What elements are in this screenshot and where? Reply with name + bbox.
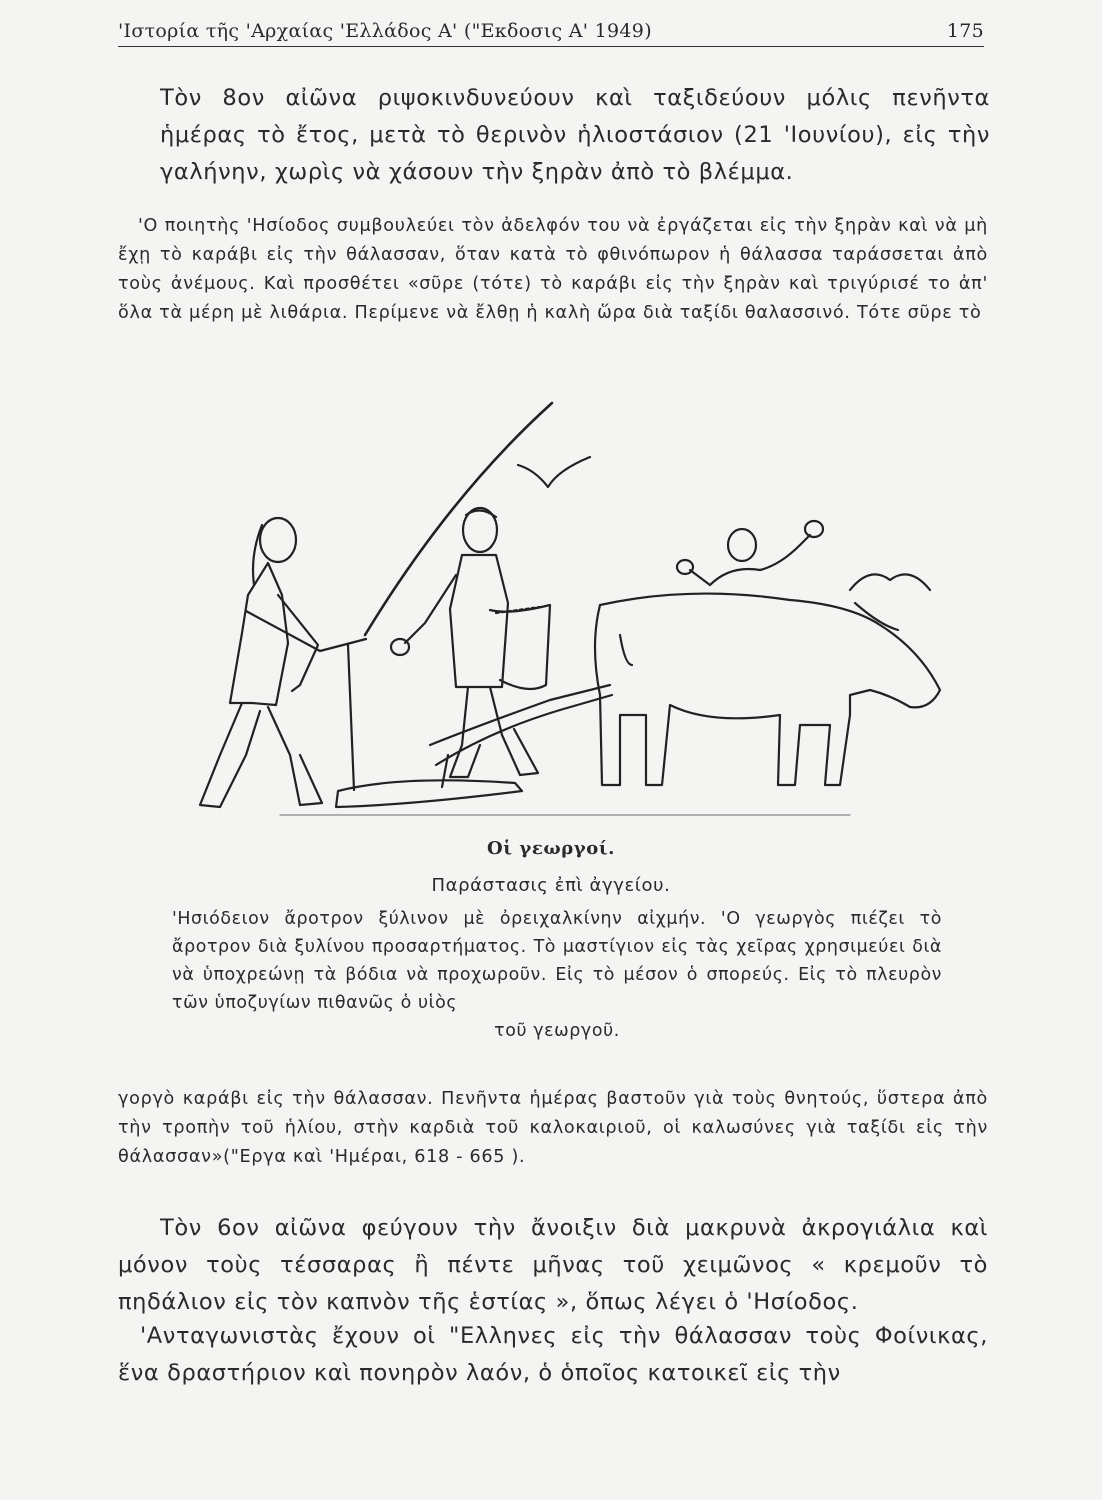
caption-title: Οἱ γεωργοί. xyxy=(486,838,616,859)
bird-figure xyxy=(518,457,590,487)
paragraph-3-quote-end: γοργὸ καράβι εἰς τὴν θάλασσαν. Πενῆντα ἡμέρας βαστοῦν γιὰ τοὺς θνητούς, ὕστερα ἀπὸ τὴν τροπὴν τοῦ ἡλίου, στὴν καρδιὰ τοῦ καλοκαιριοῦ, οἱ καλωσύνες γιὰ ταξίδι εἰς τὴν θάλασσαν»("Εργα καὶ 'Ημέραι, 618 - 665 ). xyxy=(118,1089,988,1167)
whip xyxy=(365,403,552,635)
sower-figure xyxy=(391,508,550,777)
caption-body xyxy=(172,905,942,1045)
farmers-vase-illustration xyxy=(150,395,970,835)
paragraph-2-quote: 'Ο ποιητὴς 'Ησίοδος συμβουλεύει τὸν ἀδελφόν του νὰ ἐργάζεται εἰς τὴν ξηρὰν καὶ νὰ μὴ ἔχῃ τὸ καράβι εἰς τὴν θάλασσαν, ὅταν κατὰ τὸ φθινόπωρον ἡ θάλασσα ταράσσεται ἀπὸ τοὺς ἀνέμους. Καὶ προσθέτει «σῦρε (τότε) τὸ καράβι εἰς τὴν ξηρὰν καὶ τριγύρισέ το ἀπ' ὅλα τὰ μέρη μὲ λιθάρια. Περίμενε νὰ ἔλθῃ ἡ καλὴ ὥρα διὰ ταξίδι θαλασσινό. Τότε σῦρε τὸ xyxy=(118,216,988,323)
oxen-figure xyxy=(595,574,940,785)
plough xyxy=(336,645,612,807)
boy-figure xyxy=(677,521,823,585)
caption-subtitle: Παράστασις ἐπὶ ἀγγείου. xyxy=(431,875,671,896)
caption-body-text: 'Ησιόδειον ἄροτρον ξύλινον μὲ ὀρειχαλκίνην αἰχμήν. 'Ο γεωργὸς πιέζει τὸ ἄροτρον διὰ ξυλίνου προσαρτήματος. Τὸ μαστίγιον εἰς τὰς χεῖρας χρησιμεύει διὰ νὰ ὑποχρεώνῃ τὰ βόδια νὰ προχωροῦν. Εἰς τὸ μέσον ὁ σπορεύς. Εἰς τὸ πλευρὸν τῶν ὑποζυγίων πιθανῶς ὁ υἱὸς xyxy=(172,909,942,1013)
paragraph-1: Τὸν 8ον αἰῶνα ριψοκινδυνεύουν καὶ ταξιδεύουν μόλις πενῆντα ἡμέρας τὸ ἔτος, μετὰ τὸ θερινὸν ἡλιοστάσιον (21 'Ιουνίου), εἰς τὴν γαλήνην, χωρὶς νὰ χάσουν τὴν ξηρὰν ἀπὸ τὸ βλέμμα. xyxy=(160,85,990,185)
header-title: 'Ιστορία τῆς 'Αρχαίας 'Ελλάδος Α' ("Εκδοσις Α' 1949) xyxy=(118,20,652,42)
caption-body-last-line: τοῦ γεωργοῦ. xyxy=(494,1021,620,1041)
page-number: 175 xyxy=(946,20,984,42)
paragraph-5: 'Ανταγωνιστὰς ἔχουν οἱ "Ελληνες εἰς τὴν θάλασσαν τοὺς Φοίνικας, ἕνα δραστήριον καὶ πονηρὸν λαόν, ὁ ὁποῖος κατοικεῖ εἰς τὴν xyxy=(118,1323,988,1386)
paragraph-4: Τὸν 6ον αἰῶνα φεύγουν τὴν ἄνοιξιν διὰ μακρυνὰ ἀκρογιάλια καὶ μόνον τοὺς τέσσαρας ἢ πέντε μῆνας τοῦ χειμῶνος « κρεμοῦν τὸ πηδάλιον εἰς τὸν καπνὸν τῆς ἑστίας », ὅπως λέγει ὁ 'Ησίοδος. xyxy=(118,1215,988,1315)
running-header xyxy=(118,14,984,47)
ploughman-figure xyxy=(200,518,366,807)
